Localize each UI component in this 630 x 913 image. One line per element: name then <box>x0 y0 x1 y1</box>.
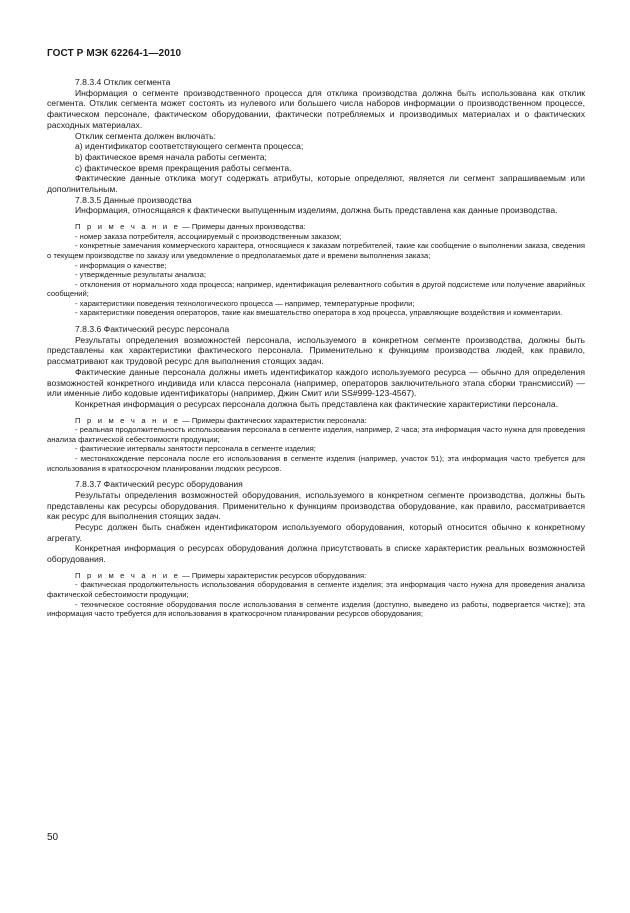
note-label: П р и м е ч а н и е <box>75 222 180 232</box>
paragraph: Информация о сегменте производственного процесса для отклика производства должна быть использована как отклик сегмента. Отклик сегмента может состоять из нулевого или большего числа наборов информации о производственном процессе, фактическом персонале, фактическом оборудовании, фактически потребляемых и производимых материалах и о фактических расходных материалах. <box>47 87 585 130</box>
paragraph: Фактические данные персонала должны иметь идентификатор каждого используемого ресурса — обычно для определения возможностей конкретного индивида или класса персонала (например, операторов заключительного этапа сборки трансмиссий) — или именные либо кодовые идентификаторы (например, Джин Смит или SS#999-123-4567). <box>47 366 585 399</box>
paragraph: Конкретная информация о ресурсах персонала должна быть представлена как фактические характеристики персонала. <box>75 399 559 409</box>
document-body <box>47 77 585 619</box>
list-item: b) фактическое время начала работы сегмента; <box>75 151 267 162</box>
note-block <box>47 571 585 619</box>
note-label: П р и м е ч а н и е <box>75 570 180 580</box>
note-intro-text: — Примеры фактических характеристик персонала: <box>180 415 367 425</box>
note-item: - местонахождение персонала после его использования в сегменте изделия (например, участок 51); эта информация часто требуется для использования в краткосрочном планировании людских ресурсов. <box>47 454 585 473</box>
paragraph: Конкретная информация о ресурсах оборудования должна присутствовать в списке характеристик реальных возможностей оборудования. <box>47 543 585 565</box>
note-item: - конкретные замечания коммерческого характера, относящиеся к заказам потребителей, такие как сообщение о выполнении заказа, сведения о текущем производстве по заказу или уведомление о предполагаемых дате и времени выполнения заказа; <box>47 241 585 260</box>
note-intro <box>47 571 585 581</box>
document-header: ГОСТ Р МЭК 62264-1—2010 <box>47 48 182 59</box>
note-item: - отклонения от нормального хода процесса; например, идентификация релевантного события в другой подсистеме или получение аварийных сообщений; <box>47 279 585 299</box>
list-item: c) фактическое время прекращения работы сегмента. <box>75 162 292 173</box>
note-item: - реальная продолжительность использования персонала в сегменте изделия, например, 2 часа; эта информация часто нужна для проведения анализа фактической себестоимости продукции; <box>47 425 585 444</box>
paragraph: Отклик сегмента должен включать: <box>75 130 216 141</box>
section-heading-7837: 7.8.3.7 Фактический ресурс оборудования <box>75 479 243 490</box>
note-intro-text: — Примеры характеристик ресурсов оборудования: <box>180 570 367 580</box>
note-item: - информация о качестве; <box>75 260 167 270</box>
paragraph: Результаты определения возможностей персонала, используемого в конкретном сегменте производства, должны быть представлены как характеристики фактического персонала. Применительно к функциям производства людей, как правило, рассматривают как трудовой ресурс для выполнения стоящих задач. <box>47 334 585 367</box>
note-item: - утвержденные результаты анализа; <box>75 270 206 280</box>
note-item: - фактические интервалы занятости персонала в сегменте изделия; <box>75 444 316 454</box>
note-block <box>47 416 585 474</box>
note-item: - характеристики поведения операторов, такие как вмешательство оператора в ход процесса, управляющие воздействия и комментарии. <box>75 308 563 318</box>
paragraph: Ресурс должен быть снабжен идентификатором используемого оборудования, который относится обычно к конкретному агрегату. <box>47 522 585 543</box>
section-heading-7836: 7.8.3.6 Фактический ресурс персонала <box>75 324 230 335</box>
note-item: - номер заказа потребителя, ассоциируемый с производственным заказом; <box>75 231 342 241</box>
note-intro <box>47 416 585 426</box>
note-item: - фактическая продолжительность использования оборудования в сегменте изделия; эта информация часто нужна для проведения анализа фактической себестоимости продукции; <box>47 580 585 600</box>
note-item: - техническое состояние оборудования после использования в сегменте изделия (доступно, выведено из работы, подвергается чистке); эта информация часто требуется для использования в краткосрочном планировании ресурсов оборудования; <box>47 599 585 619</box>
note-label: П р и м е ч а н и е <box>75 415 180 425</box>
section-heading-7834: 7.8.3.4 Отклик сегмента <box>75 77 171 87</box>
paragraph: Фактические данные отклика могут содержать атрибуты, которые определяют, является ли сегмент запрашиваемым или дополнительным. <box>47 173 585 195</box>
note-item: - характеристики поведения технологического процесса — например, температурные профили; <box>75 298 415 308</box>
note-intro <box>47 222 585 232</box>
section-heading-7835: 7.8.3.5 Данные производства <box>75 194 192 205</box>
list-item: a) идентификатор соответствующего сегмента процесса; <box>75 141 304 152</box>
paragraph: Результаты определения возможностей оборудования, используемого в конкретном сегменте производства, должны быть представлены как ресурсы оборудования. Применительно к функциям производства оборудование, как правило, рассматривается как ресурс для выполнения стоящих задач. <box>47 489 585 522</box>
note-intro-text: — Примеры данных производства: <box>180 222 306 232</box>
page-number: 50 <box>47 832 59 843</box>
note-block <box>47 222 585 318</box>
paragraph: Информация, относящаяся к фактически выпущенным изделиям, должна быть представлена как данные производства. <box>75 205 558 216</box>
